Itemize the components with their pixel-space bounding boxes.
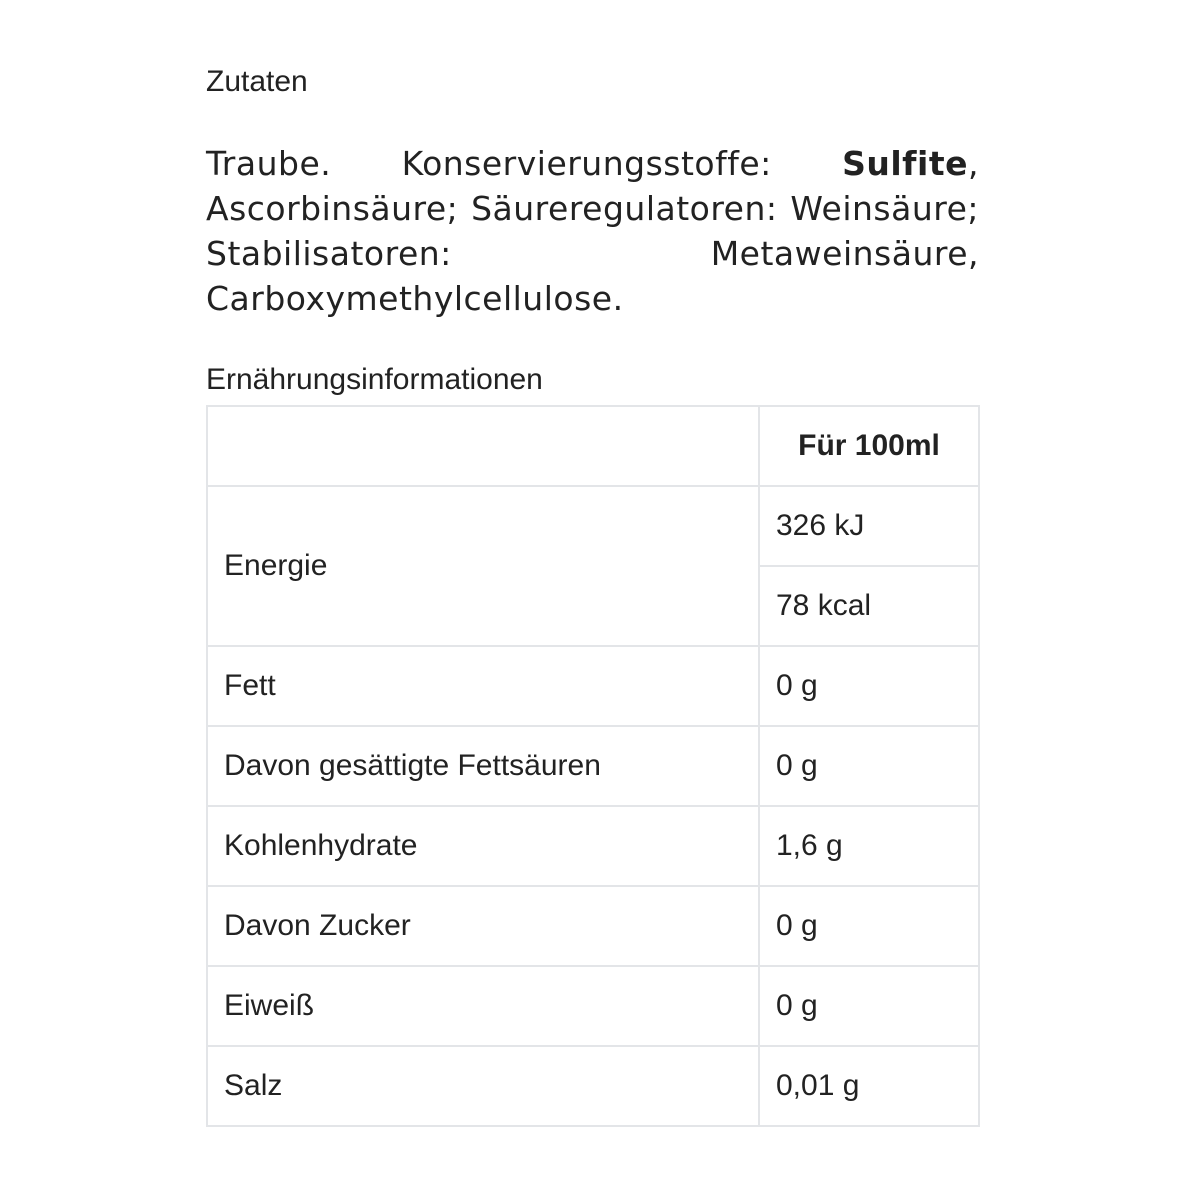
row-label: Davon gesättigte Fettsäuren bbox=[207, 726, 759, 806]
row-label: Davon Zucker bbox=[207, 886, 759, 966]
row-value: 0 g bbox=[759, 966, 979, 1046]
row-label: Eiweiß bbox=[207, 966, 759, 1046]
table-row bbox=[207, 806, 979, 886]
nutrition-title: Ernährungsinformationen bbox=[206, 363, 543, 396]
table-row bbox=[207, 486, 979, 566]
row-label: Salz bbox=[207, 1046, 759, 1126]
table-row bbox=[207, 966, 979, 1046]
allergen-highlight: Sulfite bbox=[842, 144, 968, 183]
table-row bbox=[207, 646, 979, 726]
table-row bbox=[207, 726, 979, 806]
row-label: Fett bbox=[207, 646, 759, 726]
row-value: 0 g bbox=[759, 886, 979, 966]
nutrition-table bbox=[206, 405, 980, 1127]
row-value: 1,6 g bbox=[759, 806, 979, 886]
ingredients-text bbox=[206, 141, 979, 321]
nutrition-header-name bbox=[207, 406, 759, 486]
energy-label: Energie bbox=[207, 486, 759, 646]
energy-kcal-value: 78 kcal bbox=[759, 566, 979, 646]
row-value: 0,01 g bbox=[759, 1046, 979, 1126]
table-row bbox=[207, 886, 979, 966]
table-row bbox=[207, 1046, 979, 1126]
row-value: 0 g bbox=[759, 646, 979, 726]
label-content bbox=[206, 60, 979, 1127]
nutrition-header-row bbox=[207, 406, 979, 486]
nutrition-header-per: Für 100ml bbox=[759, 406, 979, 486]
row-value: 0 g bbox=[759, 726, 979, 806]
energy-kj-value: 326 kJ bbox=[759, 486, 979, 566]
row-label: Kohlenhydrate bbox=[207, 806, 759, 886]
ingredients-title: Zutaten bbox=[206, 65, 308, 98]
ingredients-text-before: Traube. Konservierungsstoffe: bbox=[206, 144, 843, 183]
ingredients-text-after: , Ascorbinsäure; Säureregulatoren: Weinsäure; Stabilisatoren: Metaweinsäure, Carboxymethylcellulose. bbox=[206, 144, 979, 318]
